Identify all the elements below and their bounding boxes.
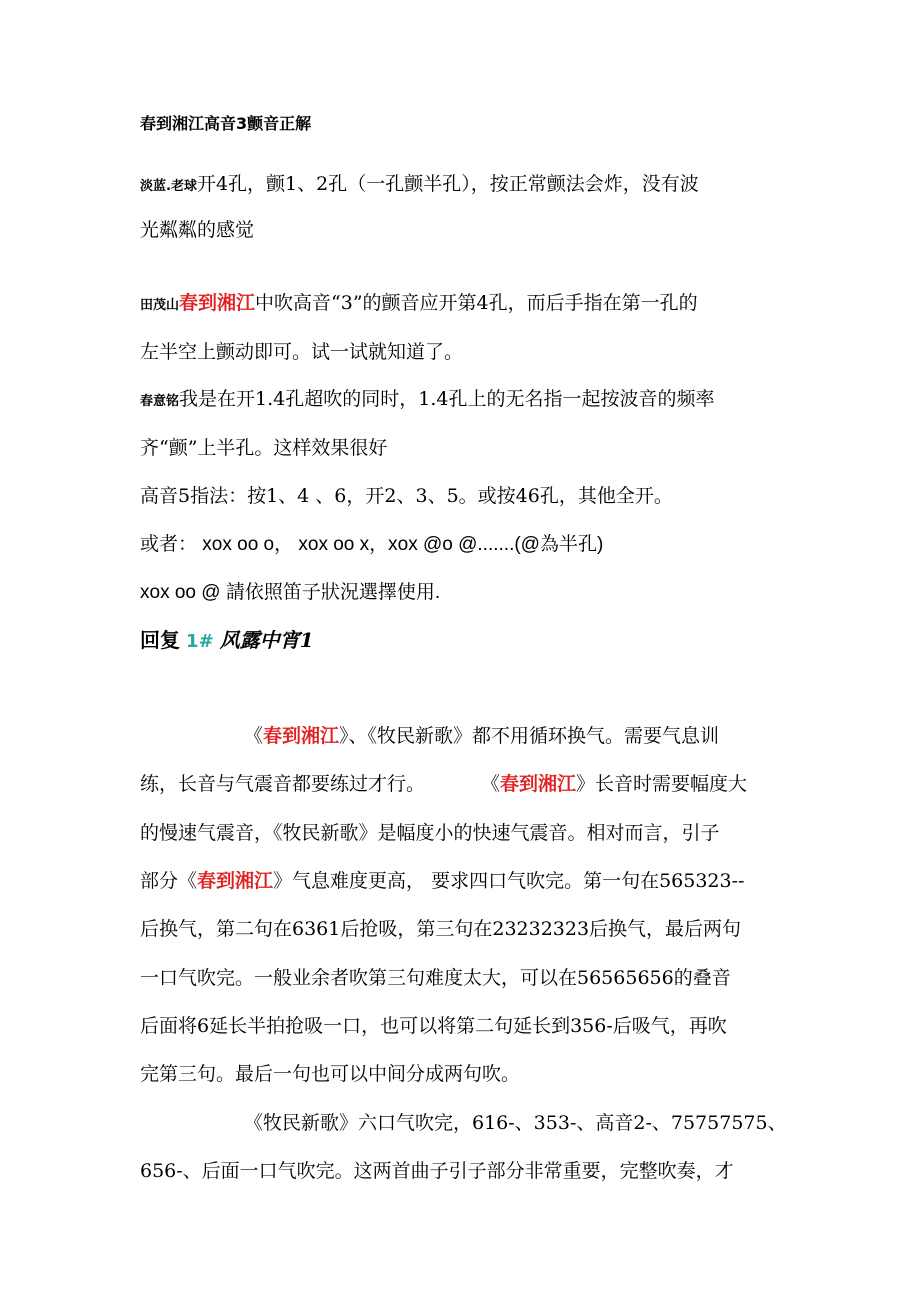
post-3-line-2: 齐“颤”上半孔。这样效果很好 xyxy=(140,437,388,459)
article-text: 》气息难度更高， 要求四口气吹完。第一句在565323-- xyxy=(273,870,745,892)
post-3-line-3: 高音5指法：按1、4 、6，开2、3、5。或按46孔，其他全开。 xyxy=(140,485,673,507)
post-1-line-2: 光粼粼的感觉 xyxy=(140,219,255,241)
post-author: 田茂山 xyxy=(140,298,180,313)
post-author: 春意铭 xyxy=(140,394,180,409)
article-text: 》、《牧民新歌》都不用循环换气。需要气息训 xyxy=(339,725,720,747)
post-text: 开4孔，颤1、2孔（一孔颤半孔），按正常颤法会炸，没有波 xyxy=(196,173,699,195)
reply-header xyxy=(140,628,314,654)
post-2-line-1 xyxy=(140,291,698,318)
post-1-line-1 xyxy=(140,172,699,199)
article-text: 《 xyxy=(481,773,501,795)
post-2-line-2: 左半空上颤动即可。试一试就知道了。 xyxy=(140,341,464,363)
reply-floor-number[interactable]: 1# xyxy=(186,631,214,652)
article-line-9: 《牧民新歌》六口气吹完，616-、353-、高音2-、75757575、 xyxy=(244,1112,787,1134)
article-line-6: 一口气吹完。一般业余者吹第三句难度太大，可以在56565656的叠音 xyxy=(140,967,731,989)
article-text: 》长音时需要幅度大 xyxy=(576,773,748,795)
song-title-highlight: 春到湘江 xyxy=(179,292,256,314)
post-text: 中吹高音“3”的颤音应开第4孔，而后手指在第一孔的 xyxy=(255,292,698,314)
song-title-highlight: 春到湘江 xyxy=(263,725,340,747)
post-text: 我是在开1.4孔超吹的同时，1.4孔上的无名指一起按波音的频率 xyxy=(179,388,715,410)
article-text: 《 xyxy=(244,725,264,747)
song-title-highlight: 春到湘江 xyxy=(197,870,274,892)
page-title: 春到湘江高音3颤音正解 xyxy=(140,114,312,133)
article-text: 部分《 xyxy=(140,870,198,892)
article-line-4 xyxy=(140,869,744,893)
post-author: 淡蓝.老球 xyxy=(140,179,197,194)
article-line-8: 完第三句。最后一句也可以中间分成两句吹。 xyxy=(140,1063,521,1085)
article-line-10: 656-、后面一口气吹完。这两首曲子引子部分非常重要，完整吹奏，才 xyxy=(140,1160,734,1182)
song-title-highlight: 春到湘江 xyxy=(500,773,577,795)
article-text: 练，长音与气震音都要练过才行。 xyxy=(140,773,426,795)
article-line-5: 后换气，第二句在6361后抢吸，第三句在23232323后换气，最后两句 xyxy=(140,918,742,940)
reply-username[interactable]: 风露中宵1 xyxy=(219,628,314,652)
article-line-7: 后面将6延长半拍抢吸一口，也可以将第二句延长到356-后吸气，再吹 xyxy=(140,1015,727,1037)
article-line-2 xyxy=(140,772,747,796)
post-3-line-4: 或者： xox oo o， xox oo x，xox @o @.......(@為半孔) xyxy=(140,534,604,555)
post-3-line-1 xyxy=(140,387,714,414)
reply-label: 回复 xyxy=(140,628,180,652)
post-3-line-5: xox oo @ 請依照笛子狀況選擇使用. xyxy=(140,582,441,603)
article-line-1 xyxy=(244,724,719,748)
article-line-3: 的慢速气震音，《牧民新歌》是幅度小的快速气震音。相对而言，引子 xyxy=(140,822,720,844)
